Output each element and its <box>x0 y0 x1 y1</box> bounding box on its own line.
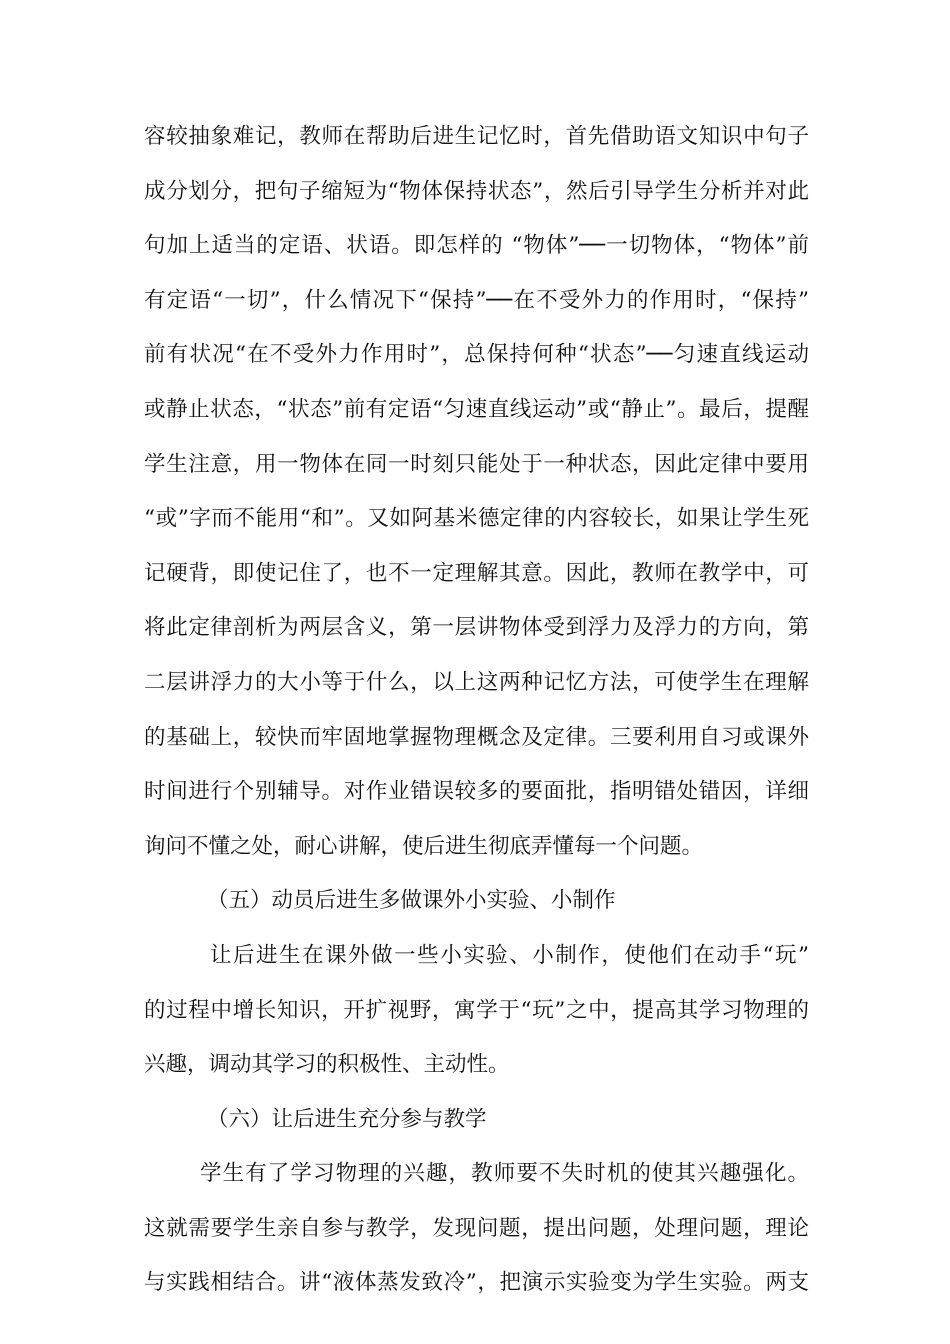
body-line: 二层讲浮力的大小等于什么，以上这两种记忆方法，可使学生在理解 <box>144 669 809 695</box>
body-line: 这就需要学生亲自参与教学，发现问题，提出问题，处理问题，理论 <box>144 1215 809 1241</box>
body-line: 询问不懂之处，耐心讲解，使后进生彻底弄懂每一个问题。 <box>144 833 704 859</box>
section-heading: （五）动员后进生多做课外小实验、小制作 <box>207 888 616 914</box>
body-line: 句加上适当的定语、状语。即怎样的 “物体”──一切物体，“物体”前 <box>144 233 809 259</box>
body-line: 容较抽象难记，教师在帮助后进生记忆时，首先借助语文知识中句子 <box>144 124 809 149</box>
body-line: 时间进行个别辅导。对作业错误较多的要面批，指明错处错因，详细 <box>144 779 809 805</box>
body-line: 记硬背，即使记住了，也不一定理解其意。因此，教师在教学中，可 <box>144 560 809 586</box>
body-line: 有定语“一切”，什么情况下“保持”──在不受外力的作用时，“保持” <box>144 287 809 313</box>
body-line: 或静止状态，“状态”前有定语“匀速直线运动”或“静止”。最后，提醒 <box>144 396 809 422</box>
body-line: 学生注意，用一物体在同一时刻只能处于一种状态，因此定律中要用 <box>144 451 809 477</box>
body-line: 的基础上，较快而牢固地掌握物理概念及定律。三要利用自习或课外 <box>144 724 809 750</box>
document-body <box>144 110 809 1311</box>
body-line: 前有状况“在不受外力作用时”，总保持何种“状态”──匀速直线运动 <box>144 342 809 368</box>
body-line: 兴趣，调动其学习的积极性、主动性。 <box>144 1052 510 1078</box>
section-heading: （六）让后进生充分参与教学 <box>207 1106 487 1132</box>
body-line: 的过程中增长知识，开扩视野，寓学于“玩”之中，提高其学习物理的 <box>144 997 809 1023</box>
body-line: 让后进生在课外做一些小实验、小制作，使他们在动手“玩” <box>210 942 809 968</box>
body-line: 与实践相结合。讲“液体蒸发致冷”，把演示实验变为学生实验。两支 <box>144 1270 809 1296</box>
body-line: “或”字而不能用“和”。又如阿基米德定律的内容较长，如果让学生死 <box>144 506 809 532</box>
body-line: 将此定律剖析为两层含义，第一层讲物体受到浮力及浮力的方向，第 <box>144 615 809 641</box>
body-line: 学生有了学习物理的兴趣，教师要不失时机的使其兴趣强化。 <box>200 1161 809 1187</box>
body-line: 成分划分，把句子缩短为“物体保持状态”，然后引导学生分析并对此 <box>144 178 809 204</box>
